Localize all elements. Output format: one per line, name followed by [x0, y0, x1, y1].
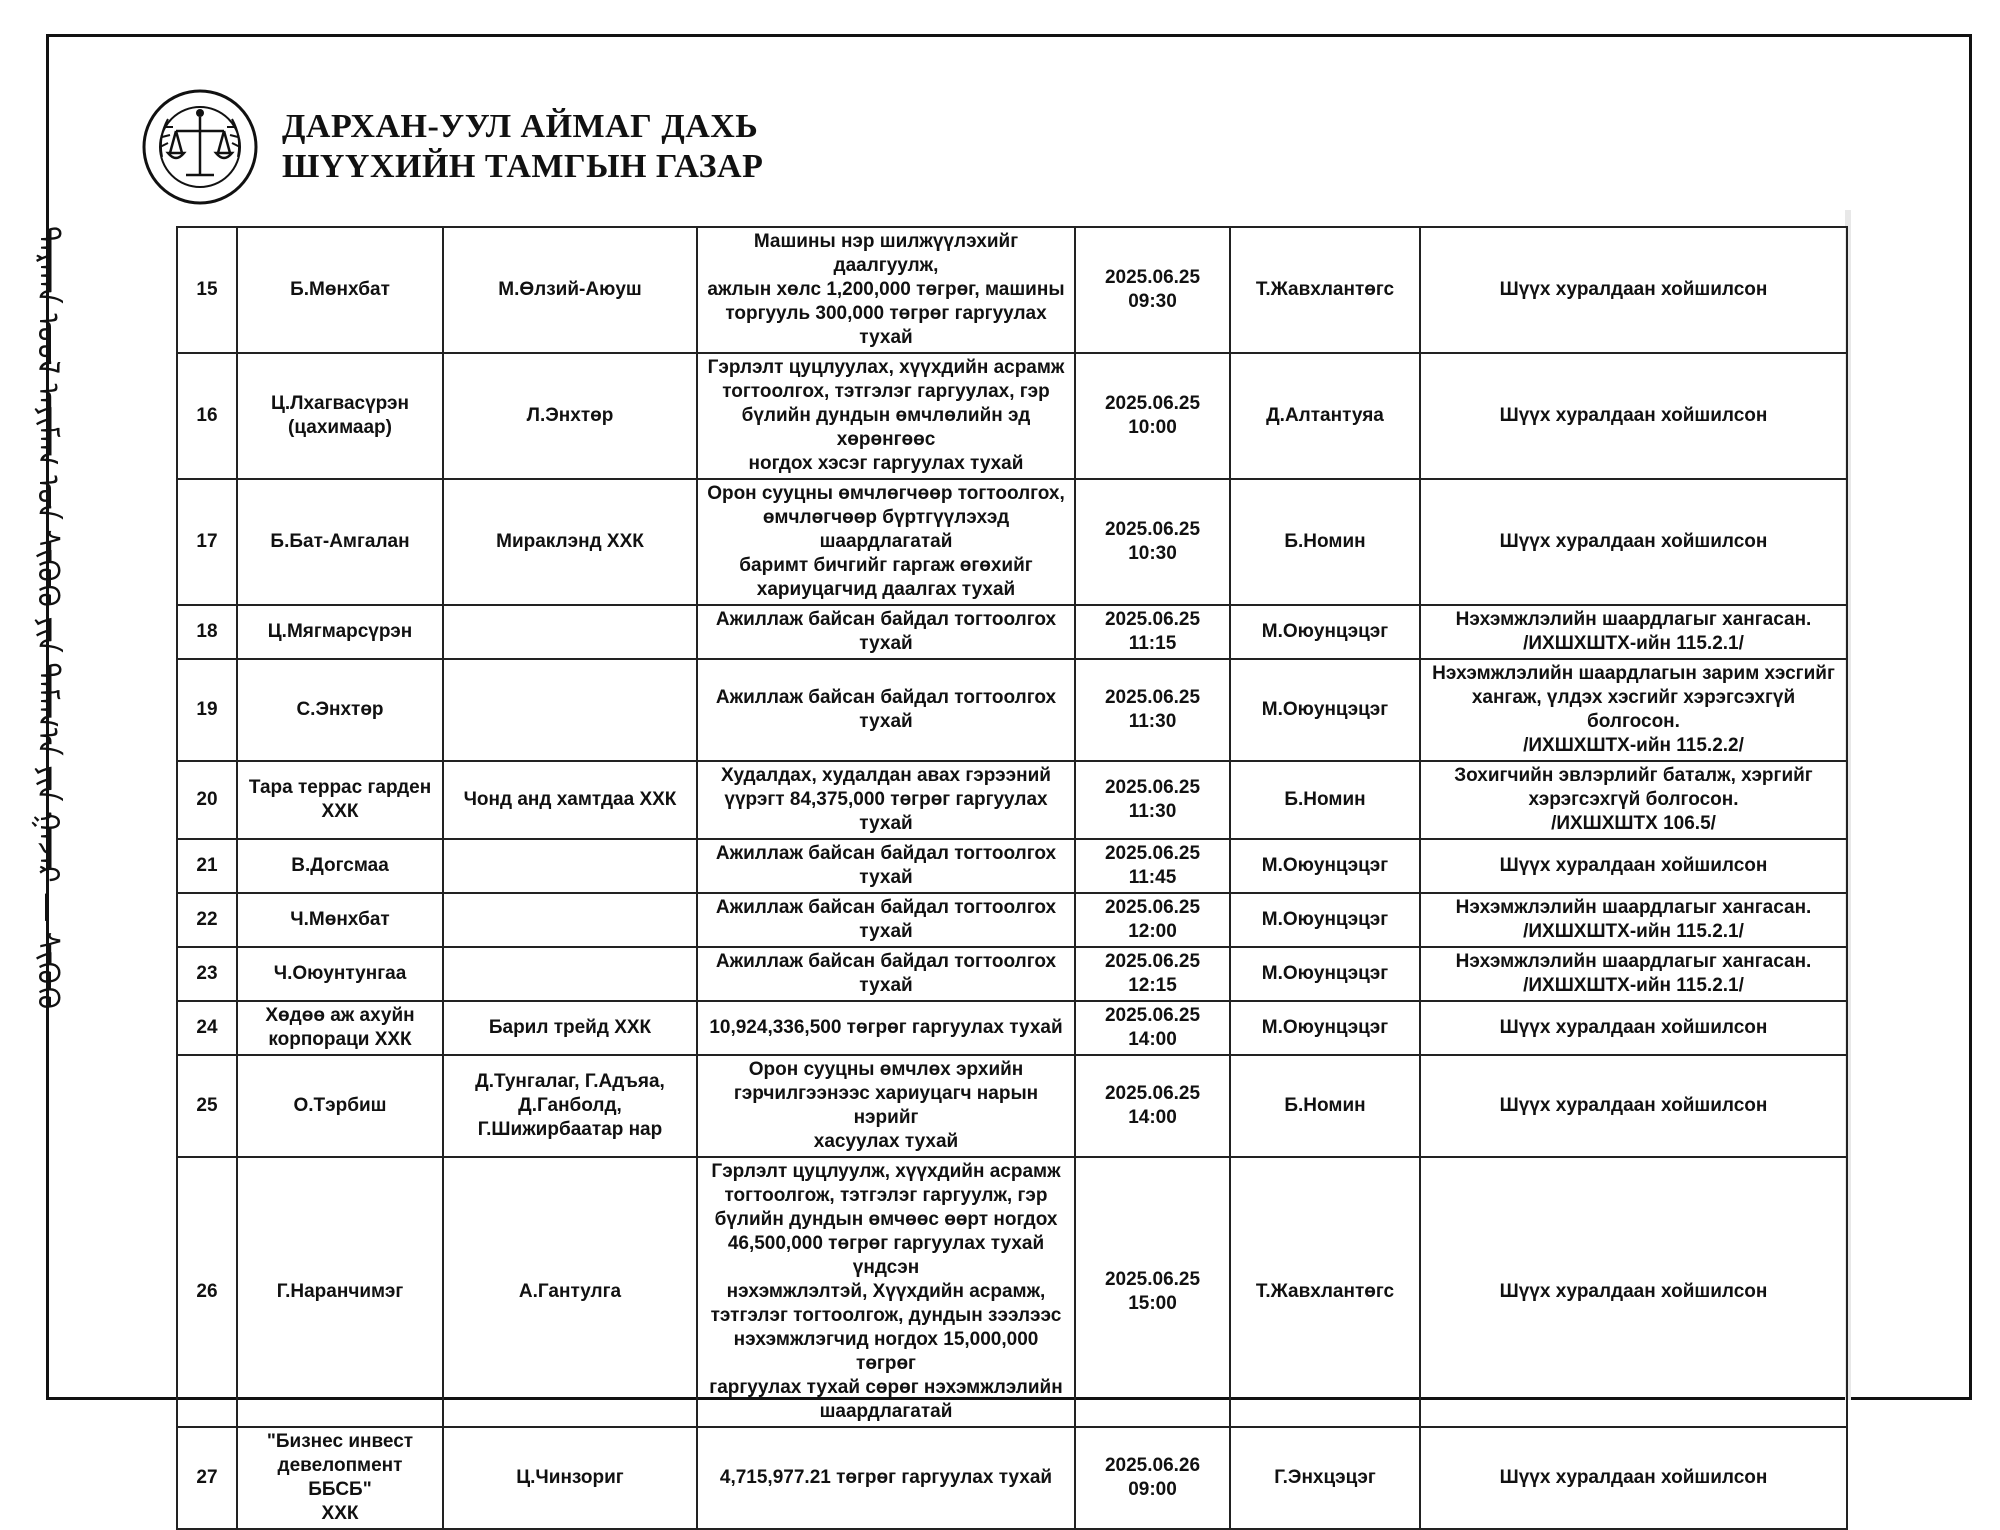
claim-cell-line: гэрчилгээнээс хариуцагч нарын нэрийг — [733, 1083, 1039, 1128]
case-number: 27 — [177, 1427, 237, 1529]
case-number: 16 — [177, 353, 237, 479]
claim-cell-line: Ажиллаж байсан байдал тогтоолгох — [715, 951, 1057, 972]
hearing-time: 11:45 — [1128, 867, 1177, 888]
defendant-cell-line: Л.Энхтөр — [526, 405, 614, 426]
hearing-datetime — [1075, 839, 1230, 893]
hearing-date: 2025.06.25 — [1104, 1269, 1201, 1290]
hearing-date: 2025.06.25 — [1104, 777, 1201, 798]
plaintiff-cell-line: О.Тэрбиш — [293, 1095, 387, 1116]
claim-cell-line: Худалдах, худалдан авах гэрээний — [721, 765, 1051, 786]
case-number: 23 — [177, 947, 237, 1001]
defendant-cell — [443, 227, 697, 353]
result-cell — [1420, 659, 1847, 761]
claim-cell-line: тухай — [859, 633, 913, 654]
plaintiff-cell-line: С.Энхтөр — [296, 699, 384, 720]
claim-cell-line: Орон сууцны өмчлөх эрхийн — [748, 1059, 1024, 1080]
table-row — [177, 893, 1847, 947]
judge-cell: М.Оюунцэцэг — [1230, 1001, 1420, 1055]
hearing-time: 14:00 — [1128, 1107, 1177, 1128]
mongolian-script-side-text: ᠳᠠᠷᠬᠠᠨ ᠤᠤᠯ ᠠᠶᠢᠮᠠᠭ ᠤᠨ ᠰᠢᠭᠦᠬᠦ ᠶᠢᠨ ᠲᠠᠮᠠᠭ᠎ᠠ ᠶᠢᠨ ᠭᠠᠵᠠᠷ — ᠰᠢᠭᠦᠬᠦ — [30, 226, 65, 1010]
plaintiff-cell-line: Б.Бат-Амгалан — [270, 531, 410, 552]
result-cell-line: Шүүх хуралдаан хойшилсон — [1499, 405, 1768, 426]
hearing-date: 2025.06.26 — [1104, 1455, 1201, 1476]
result-cell-line: Шүүх хуралдаан хойшилсон — [1499, 1467, 1768, 1488]
defendant-cell — [443, 1427, 697, 1529]
claim-cell-line: тогтоолгож, тэтгэлэг гаргуулж, гэр — [724, 1185, 1048, 1206]
defendant-cell-line: Барил трейд ХХК — [488, 1017, 652, 1038]
plaintiff-cell — [237, 1055, 443, 1157]
result-cell — [1420, 1157, 1847, 1427]
table-row — [177, 479, 1847, 605]
hearing-time: 12:15 — [1128, 975, 1177, 996]
claim-cell — [697, 1427, 1075, 1529]
claim-cell — [697, 839, 1075, 893]
hearing-datetime — [1075, 761, 1230, 839]
claim-cell-line: хасуулах тухай — [813, 1131, 959, 1152]
judge-cell: М.Оюунцэцэг — [1230, 839, 1420, 893]
claim-cell — [697, 947, 1075, 1001]
defendant-cell-line: А.Гантулга — [518, 1281, 622, 1302]
hearing-date: 2025.06.25 — [1104, 393, 1201, 414]
judge-cell: Б.Номин — [1230, 1055, 1420, 1157]
result-cell-line: Нэхэмжлэлийн шаардлагыг хангасан. — [1455, 897, 1812, 918]
claim-cell-line: ажлын хөлс 1,200,000 төгрөг, машины — [707, 279, 1065, 300]
defendant-cell-line: Д.Тунгалаг, Г.Адъяа, — [475, 1071, 665, 1092]
claim-cell-line: бүлийн дундын өмчөөс өөрт ногдох — [714, 1209, 1058, 1230]
result-cell-line: хангаж, үлдэх хэсгийг хэрэгсэхгүй болгосон. — [1471, 687, 1796, 732]
hearing-datetime — [1075, 227, 1230, 353]
case-number: 21 — [177, 839, 237, 893]
org-name-line2: ШҮҮХИЙН ТАМГЫН ГАЗАР — [282, 148, 764, 185]
claim-cell-line: нэхэмжлэлтэй, Хүүхдийн асрамж, — [726, 1281, 1046, 1302]
result-cell — [1420, 479, 1847, 605]
table-row — [177, 947, 1847, 1001]
case-number: 22 — [177, 893, 237, 947]
result-cell-line: Шүүх хуралдаан хойшилсон — [1499, 855, 1768, 876]
court-emblem-icon — [140, 87, 260, 207]
defendant-cell-line: Г.Шижирбаатар нар — [477, 1119, 663, 1140]
claim-cell-line: Орон сууцны өмчлөгчөөр тогтоолгох, — [707, 483, 1065, 504]
table-row — [177, 761, 1847, 839]
defendant-cell — [443, 1055, 697, 1157]
claim-cell-line: өмчлөгчөөр бүртгүүлэхэд шаардлагатай — [762, 507, 1010, 552]
plaintiff-cell-line: "Бизнес инвест — [266, 1431, 414, 1452]
judge-cell: М.Оюунцэцэг — [1230, 947, 1420, 1001]
org-name-line1: ДАРХАН-УУЛ АЙМАГ ДАХЬ — [282, 108, 759, 145]
defendant-cell-line: Чонд анд хамтдаа ХХК — [463, 789, 677, 810]
claim-cell-line: Ажиллаж байсан байдал тогтоолгох — [715, 687, 1057, 708]
table-row — [177, 353, 1847, 479]
result-cell — [1420, 839, 1847, 893]
claim-cell — [697, 605, 1075, 659]
hearing-date: 2025.06.25 — [1104, 1005, 1201, 1026]
result-cell-line: Зохигчийн эвлэрлийг баталж, хэргийг — [1454, 765, 1813, 786]
plaintiff-cell-line: девелопмент ББСБ" — [277, 1455, 403, 1500]
judge-cell: М.Оюунцэцэг — [1230, 605, 1420, 659]
result-cell-line: /ИХШХШТХ-ийн 115.2.2/ — [1523, 735, 1744, 756]
claim-cell-line: 10,924,336,500 төгрөг гаргуулах тухай — [709, 1017, 1063, 1038]
judge-cell: Б.Номин — [1230, 479, 1420, 605]
claim-cell-line: бүлийн дундын өмчлөлийн эд хөрөнгөөс — [741, 405, 1031, 450]
defendant-cell-line: М.Өлзий-Аюуш — [498, 279, 642, 300]
claim-cell-line: шаардлагатай — [819, 1401, 953, 1422]
org-name — [282, 107, 763, 187]
plaintiff-cell — [237, 1001, 443, 1055]
judge-cell: Б.Номин — [1230, 761, 1420, 839]
judge-cell: Т.Жавхлантөгс — [1230, 1157, 1420, 1427]
claim-cell — [697, 479, 1075, 605]
result-cell — [1420, 761, 1847, 839]
case-number: 19 — [177, 659, 237, 761]
plaintiff-cell — [237, 353, 443, 479]
hearing-datetime — [1075, 1055, 1230, 1157]
plaintiff-cell — [237, 605, 443, 659]
table-row — [177, 1157, 1847, 1427]
claim-cell-line: тэтгэлэг тогтоолгож, дундын зээлээс — [710, 1305, 1062, 1326]
defendant-cell — [443, 605, 697, 659]
claim-cell-line: Ажиллаж байсан байдал тогтоолгох — [715, 843, 1057, 864]
claim-cell-line: баримт бичгийг гаргаж өгөхийг — [739, 555, 1033, 576]
plaintiff-cell — [237, 839, 443, 893]
hearing-date: 2025.06.25 — [1104, 951, 1201, 972]
plaintiff-cell-line: В.Догсмаа — [291, 855, 389, 876]
defendant-cell — [443, 761, 697, 839]
plaintiff-cell-line: Ц.Лхагвасүрэн — [271, 393, 409, 414]
case-number: 26 — [177, 1157, 237, 1427]
hearing-datetime — [1075, 947, 1230, 1001]
table-row — [177, 1055, 1847, 1157]
defendant-cell — [443, 947, 697, 1001]
plaintiff-cell-line: корпораци ХХК — [268, 1029, 412, 1050]
case-number: 24 — [177, 1001, 237, 1055]
plaintiff-cell — [237, 893, 443, 947]
plaintiff-cell — [237, 1157, 443, 1427]
claim-cell — [697, 1157, 1075, 1427]
judge-cell: М.Оюунцэцэг — [1230, 659, 1420, 761]
result-cell-line: Нэхэмжлэлийн шаардлагыг хангасан. — [1455, 609, 1812, 630]
plaintiff-cell — [237, 659, 443, 761]
claim-cell-line: гаргуулах тухай сөрөг нэхэмжлэлийн — [709, 1377, 1063, 1398]
hearing-time: 11:30 — [1128, 801, 1177, 822]
claim-cell — [697, 761, 1075, 839]
plaintiff-cell — [237, 761, 443, 839]
claim-cell-line: тухай — [859, 921, 913, 942]
table-row — [177, 1001, 1847, 1055]
table-row — [177, 659, 1847, 761]
result-cell-line: Шүүх хуралдаан хойшилсон — [1499, 1281, 1768, 1302]
plaintiff-cell-line: ХХК — [321, 801, 359, 822]
claim-cell — [697, 659, 1075, 761]
plaintiff-cell — [237, 947, 443, 1001]
plaintiff-cell-line: Хөдөө аж ахуйн — [265, 1005, 415, 1026]
plaintiff-cell — [237, 479, 443, 605]
claim-cell-line: Гэрлэлт цуцлуулах, хүүхдийн асрамж — [707, 357, 1065, 378]
claim-cell-line: 4,715,977.21 төгрөг гаргуулах тухай — [719, 1467, 1053, 1488]
result-cell-line: Нэхэмжлэлийн шаардлагын зарим хэсгийг — [1432, 663, 1835, 684]
hearing-datetime — [1075, 1001, 1230, 1055]
case-number: 18 — [177, 605, 237, 659]
claim-cell-line: тухай — [859, 975, 913, 996]
judge-cell: Т.Жавхлантөгс — [1230, 227, 1420, 353]
judge-cell: М.Оюунцэцэг — [1230, 893, 1420, 947]
result-cell-line: Шүүх хуралдаан хойшилсон — [1499, 531, 1768, 552]
judge-cell: Д.Алтантуяа — [1230, 353, 1420, 479]
claim-cell-line: тухай — [859, 867, 913, 888]
hearing-date: 2025.06.25 — [1104, 267, 1201, 288]
result-cell-line: Нэхэмжлэлийн шаардлагыг хангасан. — [1455, 951, 1812, 972]
plaintiff-cell-line: Тара террас гарден — [248, 777, 432, 798]
table-row — [177, 839, 1847, 893]
result-cell — [1420, 947, 1847, 1001]
defendant-cell-line: Мираклэнд ХХК — [496, 531, 644, 552]
result-cell — [1420, 1001, 1847, 1055]
result-cell — [1420, 227, 1847, 353]
defendant-cell-line: Д.Ганболд, — [518, 1095, 622, 1116]
plaintiff-cell-line: ХХК — [321, 1503, 359, 1524]
claim-cell-line: тогтоолгох, тэтгэлэг гаргуулах, гэр — [722, 381, 1050, 402]
hearing-datetime — [1075, 1427, 1230, 1529]
hearing-time: 11:30 — [1128, 711, 1177, 732]
hearing-datetime — [1075, 479, 1230, 605]
plaintiff-cell — [237, 227, 443, 353]
header — [140, 82, 763, 212]
plaintiff-cell-line: Г.Наранчимэг — [276, 1281, 404, 1302]
plaintiff-cell — [237, 1427, 443, 1529]
claim-cell-line: нэхэмжлэгчид ногдох 15,000,000 төгрөг — [733, 1329, 1039, 1374]
defendant-cell — [443, 839, 697, 893]
table-body — [177, 227, 1847, 1529]
hearing-datetime — [1075, 893, 1230, 947]
hearing-date: 2025.06.25 — [1104, 897, 1201, 918]
result-cell-line: /ИХШХШТХ-ийн 115.2.1/ — [1523, 921, 1744, 942]
hearing-time: 11:15 — [1128, 633, 1177, 654]
result-cell — [1420, 1055, 1847, 1157]
hearing-time: 09:30 — [1128, 291, 1177, 312]
claim-cell — [697, 893, 1075, 947]
case-number: 15 — [177, 227, 237, 353]
case-number: 25 — [177, 1055, 237, 1157]
case-number: 20 — [177, 761, 237, 839]
result-cell-line: /ИХШХШТХ 106.5/ — [1551, 813, 1716, 834]
claim-cell-line: торгууль 300,000 төгрөг гаргуулах тухай — [725, 303, 1047, 348]
hearing-date: 2025.06.25 — [1104, 1083, 1201, 1104]
result-cell — [1420, 605, 1847, 659]
claim-cell-line: Ажиллаж байсан байдал тогтоолгох — [715, 897, 1057, 918]
table-row — [177, 1427, 1847, 1529]
claim-cell-line: хариуцагчид даалгах тухай — [756, 579, 1016, 600]
table-row — [177, 227, 1847, 353]
defendant-cell — [443, 479, 697, 605]
defendant-cell — [443, 353, 697, 479]
hearing-date: 2025.06.25 — [1104, 687, 1201, 708]
defendant-cell-line: Ц.Чинзориг — [516, 1467, 624, 1488]
hearing-time: 12:00 — [1128, 921, 1177, 942]
defendant-cell — [443, 893, 697, 947]
claim-cell-line: тухай — [859, 711, 913, 732]
hearing-date: 2025.06.25 — [1104, 609, 1201, 630]
hearing-time: 14:00 — [1128, 1029, 1177, 1050]
judge-cell: Г.Энхцэцэг — [1230, 1427, 1420, 1529]
defendant-cell — [443, 1001, 697, 1055]
result-cell — [1420, 893, 1847, 947]
result-cell — [1420, 1427, 1847, 1529]
claim-cell-line: 46,500,000 төгрөг гаргуулах тухай үндсэн — [727, 1233, 1045, 1278]
claim-cell — [697, 1001, 1075, 1055]
hearing-datetime — [1075, 1157, 1230, 1427]
plaintiff-cell-line: Б.Мөнхбат — [290, 279, 390, 300]
hearing-datetime — [1075, 605, 1230, 659]
table-row — [177, 605, 1847, 659]
result-cell-line: Шүүх хуралдаан хойшилсон — [1499, 1017, 1768, 1038]
court-hearings-table — [176, 226, 1848, 1530]
claim-cell-line: Ажиллаж байсан байдал тогтоолгох — [715, 609, 1057, 630]
claim-cell-line: ногдох хэсэг гаргуулах тухай — [748, 453, 1024, 474]
hearing-time: 15:00 — [1128, 1293, 1177, 1314]
hearing-date: 2025.06.25 — [1104, 519, 1201, 540]
claim-cell-line: Машины нэр шилжүүлэхийг даалгуулж, — [753, 231, 1019, 276]
hearing-datetime — [1075, 353, 1230, 479]
claim-cell-line: үүрэгт 84,375,000 төгрөг гаргуулах тухай — [724, 789, 1048, 834]
result-cell-line: хэрэгсэхгүй болгосон. — [1528, 789, 1739, 810]
result-cell — [1420, 353, 1847, 479]
claim-cell — [697, 227, 1075, 353]
result-cell-line: /ИХШХШТХ-ийн 115.2.1/ — [1523, 975, 1744, 996]
result-cell-line: Шүүх хуралдаан хойшилсон — [1499, 279, 1768, 300]
hearing-time: 09:00 — [1128, 1479, 1177, 1500]
claim-cell-line: Гэрлэлт цуцлуулж, хүүхдийн асрамж — [711, 1161, 1061, 1182]
hearing-date: 2025.06.25 — [1104, 843, 1201, 864]
result-cell-line: /ИХШХШТХ-ийн 115.2.1/ — [1523, 633, 1744, 654]
hearing-time: 10:00 — [1128, 417, 1177, 438]
claim-cell — [697, 353, 1075, 479]
plaintiff-cell-line: Ц.Мягмарсүрэн — [267, 621, 413, 642]
defendant-cell — [443, 659, 697, 761]
hearing-datetime — [1075, 659, 1230, 761]
defendant-cell — [443, 1157, 697, 1427]
hearing-time: 10:30 — [1128, 543, 1177, 564]
plaintiff-cell-line: Ч.Мөнхбат — [290, 909, 390, 930]
plaintiff-cell-line: Ч.Оюунтунгаа — [273, 963, 407, 984]
result-cell-line: Шүүх хуралдаан хойшилсон — [1499, 1095, 1768, 1116]
claim-cell — [697, 1055, 1075, 1157]
plaintiff-cell-line: (цахимаар) — [288, 417, 392, 438]
case-number: 17 — [177, 479, 237, 605]
